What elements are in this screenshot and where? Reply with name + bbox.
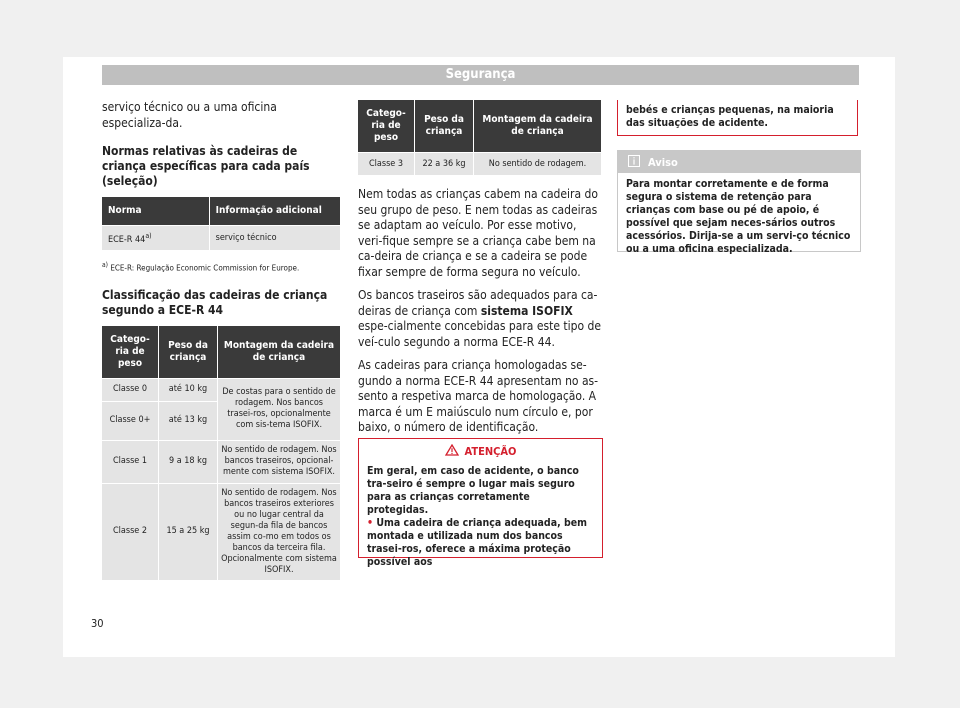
warning-title: ATENÇÃO	[464, 444, 517, 458]
norms-header-norma: Norma	[102, 197, 209, 226]
warning-triangle-icon	[445, 444, 459, 459]
class3-row-weight: 22 a 36 kg	[415, 153, 474, 176]
middle-column	[358, 100, 601, 436]
warning-text-2	[367, 517, 594, 569]
class-header-category: Catego-ria de peso	[102, 326, 159, 379]
class3-table	[358, 100, 601, 175]
paragraph-2-text-b: espe-cialmente concebidas para este tipo de veí-culo segundo a norma ECE-R 44.	[358, 319, 602, 349]
norms-cell-norm	[102, 226, 209, 251]
warning-body	[359, 463, 602, 571]
intro-text: serviço técnico ou a uma oficina especializa-da.	[102, 100, 277, 130]
class-header-weight: Peso da criança	[159, 326, 218, 379]
bullet: •	[367, 517, 374, 529]
norms-header-info: Informação adicional	[209, 197, 340, 226]
norms-heading: Normas relativas às cadeiras de criança específicas para cada país (seleção)	[102, 144, 310, 188]
class-row-mount-merged: De costas para o sentido de rodagem. Nos bancos trasei-ros, opcionalmente com sis-tema ISOFIX.	[218, 378, 341, 440]
page-number: 30	[91, 617, 104, 630]
class-row-weight: 9 a 18 kg	[159, 440, 218, 483]
footnote	[102, 260, 340, 274]
norms-table	[102, 197, 340, 250]
class3-header-category: Catego-ria de peso	[358, 100, 415, 153]
class3-header-weight: Peso da criança	[415, 100, 474, 153]
class-table	[102, 326, 340, 580]
section-header: Segurança	[102, 65, 859, 85]
paragraph-3: As cadeiras para criança homologadas se-gundo a norma ECE-R 44 apresentam no as-sento a respetiva marca de homologação. A marca é um E maiúsculo num círculo e, por baixo, o número de identificação.	[358, 358, 599, 434]
class-header-mount: Montagem da cadeira de criança	[218, 326, 341, 379]
warning-header	[359, 439, 602, 463]
footnote-ref: a)	[145, 231, 152, 240]
footnote-text: ECE-R: Regulação Economic Commission for Europe.	[110, 263, 300, 273]
isofix-term: sistema ISOFIX	[480, 303, 573, 318]
class3-row-category: Classe 3	[358, 153, 415, 176]
norms-cell-info: serviço técnico	[209, 226, 340, 251]
note-text: Para montar corretamente e de forma segura o sistema de retenção para crianças com base ou pé de apoio, é possível que sejam neces-sários outros acessórios. Dirija-se a um servi-ço técnico ou a uma oficina especializada.	[626, 178, 851, 255]
paragraph-2-text-a: Os bancos traseiros são adequados para ca-deiras de criança com	[358, 288, 598, 318]
warning-text-2-content: Uma cadeira de criança adequada, bem montada e utilizada num dos bancos trasei-ros, oferece a máxima proteção possível aos	[367, 517, 587, 568]
left-column	[102, 100, 340, 580]
footnote-mark: a)	[102, 261, 109, 269]
note-box	[617, 150, 861, 255]
class-row-category: Classe 1	[102, 440, 159, 483]
note-header	[618, 151, 860, 173]
warning-box	[358, 438, 603, 568]
class-row-category: Classe 2	[102, 483, 159, 580]
classification-heading: Classificação das cadeiras de criança segundo a ECE-R 44	[102, 287, 328, 317]
norm-value: ECE-R 44	[108, 234, 146, 245]
class-row-weight: até 13 kg	[159, 401, 218, 440]
class-row-weight: 15 a 25 kg	[159, 483, 218, 580]
info-icon	[628, 155, 640, 170]
class-row-mount: No sentido de rodagem. Nos bancos traseiros exteriores ou no lugar central da segun-da fila de bancos assim co-mo em todos os bancos da terceira fila. Opcionalmente com sistema ISOFIX.	[218, 483, 341, 580]
class-row-category: Classe 0+	[102, 401, 159, 440]
class-row-category: Classe 0	[102, 378, 159, 401]
class-row-weight: até 10 kg	[159, 378, 218, 401]
paragraph-1: Nem todas as crianças cabem na cadeira do seu grupo de peso. E nem todas as cadeiras se adaptam ao veículo. Por esse motivo, veri-fique sempre se a criança cabe bem na ca-deira de criança e se a cadeira se pode fixar sempre de forma segura no veículo.	[358, 187, 598, 279]
class-row-mount: No sentido de rodagem. Nos bancos traseiros, opcional-mente com sistema ISOFIX.	[218, 440, 341, 483]
paragraph-2	[358, 288, 601, 350]
class3-header-mount: Montagem da cadeira de criança	[474, 100, 602, 153]
class3-row-mount: No sentido de rodagem.	[474, 153, 602, 176]
note-title: Aviso	[648, 155, 678, 169]
warning-continued-box: bebés e crianças pequenas, na maioria das situações de acidente.	[617, 100, 858, 136]
warning-text-1: Em geral, em caso de acidente, o banco tra-seiro é sempre o lugar mais seguro para as crianças corretamente protegidas.	[367, 465, 579, 516]
